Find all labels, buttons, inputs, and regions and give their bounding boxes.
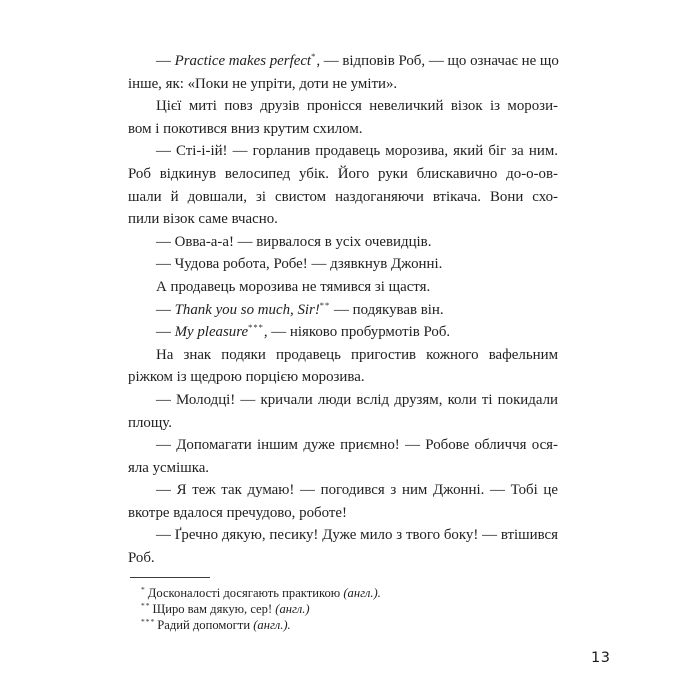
text-line [128, 50, 558, 73]
text-line [128, 479, 558, 502]
text-segment: ріжком із щедрою порцією морозива. [128, 369, 365, 386]
text-segment: — [156, 324, 175, 341]
text-segment: — Допомагати іншим дуже приємно! — Робове обличчя ося- [156, 437, 558, 454]
text-line [128, 163, 558, 186]
text-segment: (англ.). [253, 618, 291, 633]
footnote-marker: * [311, 51, 317, 62]
text-line [128, 344, 558, 367]
text-segment: — Овва-а-а! — вирвалося в усіх очевидців. [156, 233, 432, 250]
footnote-divider [130, 577, 210, 578]
text-line [128, 253, 558, 276]
text-segment: шали й довшали, зі свистом наздоганяючи втікача. Вони схо- [128, 188, 558, 205]
text-segment: А продавець морозива не тямився зі щастя. [156, 278, 431, 295]
footnote-marker: * [141, 584, 146, 594]
text-segment: — Молодці! — кричали люди вслід друзям, коли ті покидали [156, 391, 558, 408]
text-line [128, 434, 558, 457]
footnotes [128, 574, 558, 634]
footnote-marker: *** [248, 322, 264, 333]
text-segment: вом і покотився вниз крутим схилом. [128, 120, 363, 137]
text-line [128, 186, 558, 209]
text-line [128, 118, 558, 141]
text-segment: Цієї миті повз друзів пронісся невеличкий візок із морози- [156, 98, 558, 115]
text-segment: На знак подяки продавець пригостив кожного вафельним [156, 346, 558, 363]
text-line [128, 231, 558, 254]
text-segment: — подякував він. [330, 301, 444, 318]
text-line [128, 547, 558, 570]
text-segment: — Чудова робота, Робе! — дзявкнув Джонні. [156, 256, 443, 273]
text-line [128, 276, 558, 299]
text-segment: — Ґречно дякую, песику! Дуже мило з твого боку! — втішився [156, 527, 558, 544]
page-number: 13 [591, 650, 611, 666]
text-line [128, 95, 558, 118]
text-segment: , — відповів Роб, — що означає не що [316, 53, 559, 69]
footnote [128, 601, 558, 617]
text-segment: — Сті-і-ій! — горланив продавець морозива, який біг за ним. [156, 143, 558, 160]
text-line [128, 524, 558, 547]
text-segment: яла усмішка. [128, 459, 210, 476]
text-line [128, 140, 558, 163]
text-segment: — [156, 301, 175, 318]
text-segment: площу. [128, 414, 172, 431]
footnote [128, 585, 558, 601]
text-segment: — [156, 53, 175, 69]
text-segment: My pleasure [174, 324, 249, 341]
footnote [128, 617, 558, 633]
text-line [128, 321, 558, 344]
text-segment: Щиро вам дякую, сер! [152, 602, 276, 617]
text-line [128, 457, 558, 480]
text-segment: Роб відкинув велосипед убік. Його руки блискавично до-о-ов- [128, 165, 558, 182]
text-segment: вкотре вдалося пречудово, роботе! [128, 504, 347, 521]
text-segment: пили візок саме вчасно. [128, 211, 278, 228]
text-segment: , — ніяково пробурмотів Роб. [263, 324, 451, 341]
text-segment: Thank you so much, Sir! [174, 301, 320, 318]
text-line [128, 389, 558, 412]
footnote-list [128, 585, 558, 634]
text-segment: — Я теж так думаю! — погодився з ним Джонні. — Тобі це [156, 482, 558, 499]
text-segment: інше, як: «Поки не упріти, доти не уміти». [128, 75, 398, 92]
text-segment: (англ.). [343, 586, 381, 600]
text-line [128, 208, 558, 231]
footnote-marker: *** [141, 617, 156, 627]
footnote-marker: ** [141, 601, 151, 611]
text-line [128, 412, 558, 435]
text-block [128, 50, 558, 570]
text-line [128, 73, 558, 96]
footnote-marker: ** [319, 299, 331, 310]
text-segment: Роб. [128, 550, 155, 567]
text-segment: Досконалості досягають практикою [147, 586, 344, 600]
text-segment: Радий допомогти [157, 618, 254, 633]
text-line [128, 366, 558, 389]
text-segment: Practice makes perfect [174, 53, 312, 69]
text-line [128, 502, 558, 525]
text-segment: (англ.) [275, 602, 310, 617]
text-line [128, 299, 558, 322]
